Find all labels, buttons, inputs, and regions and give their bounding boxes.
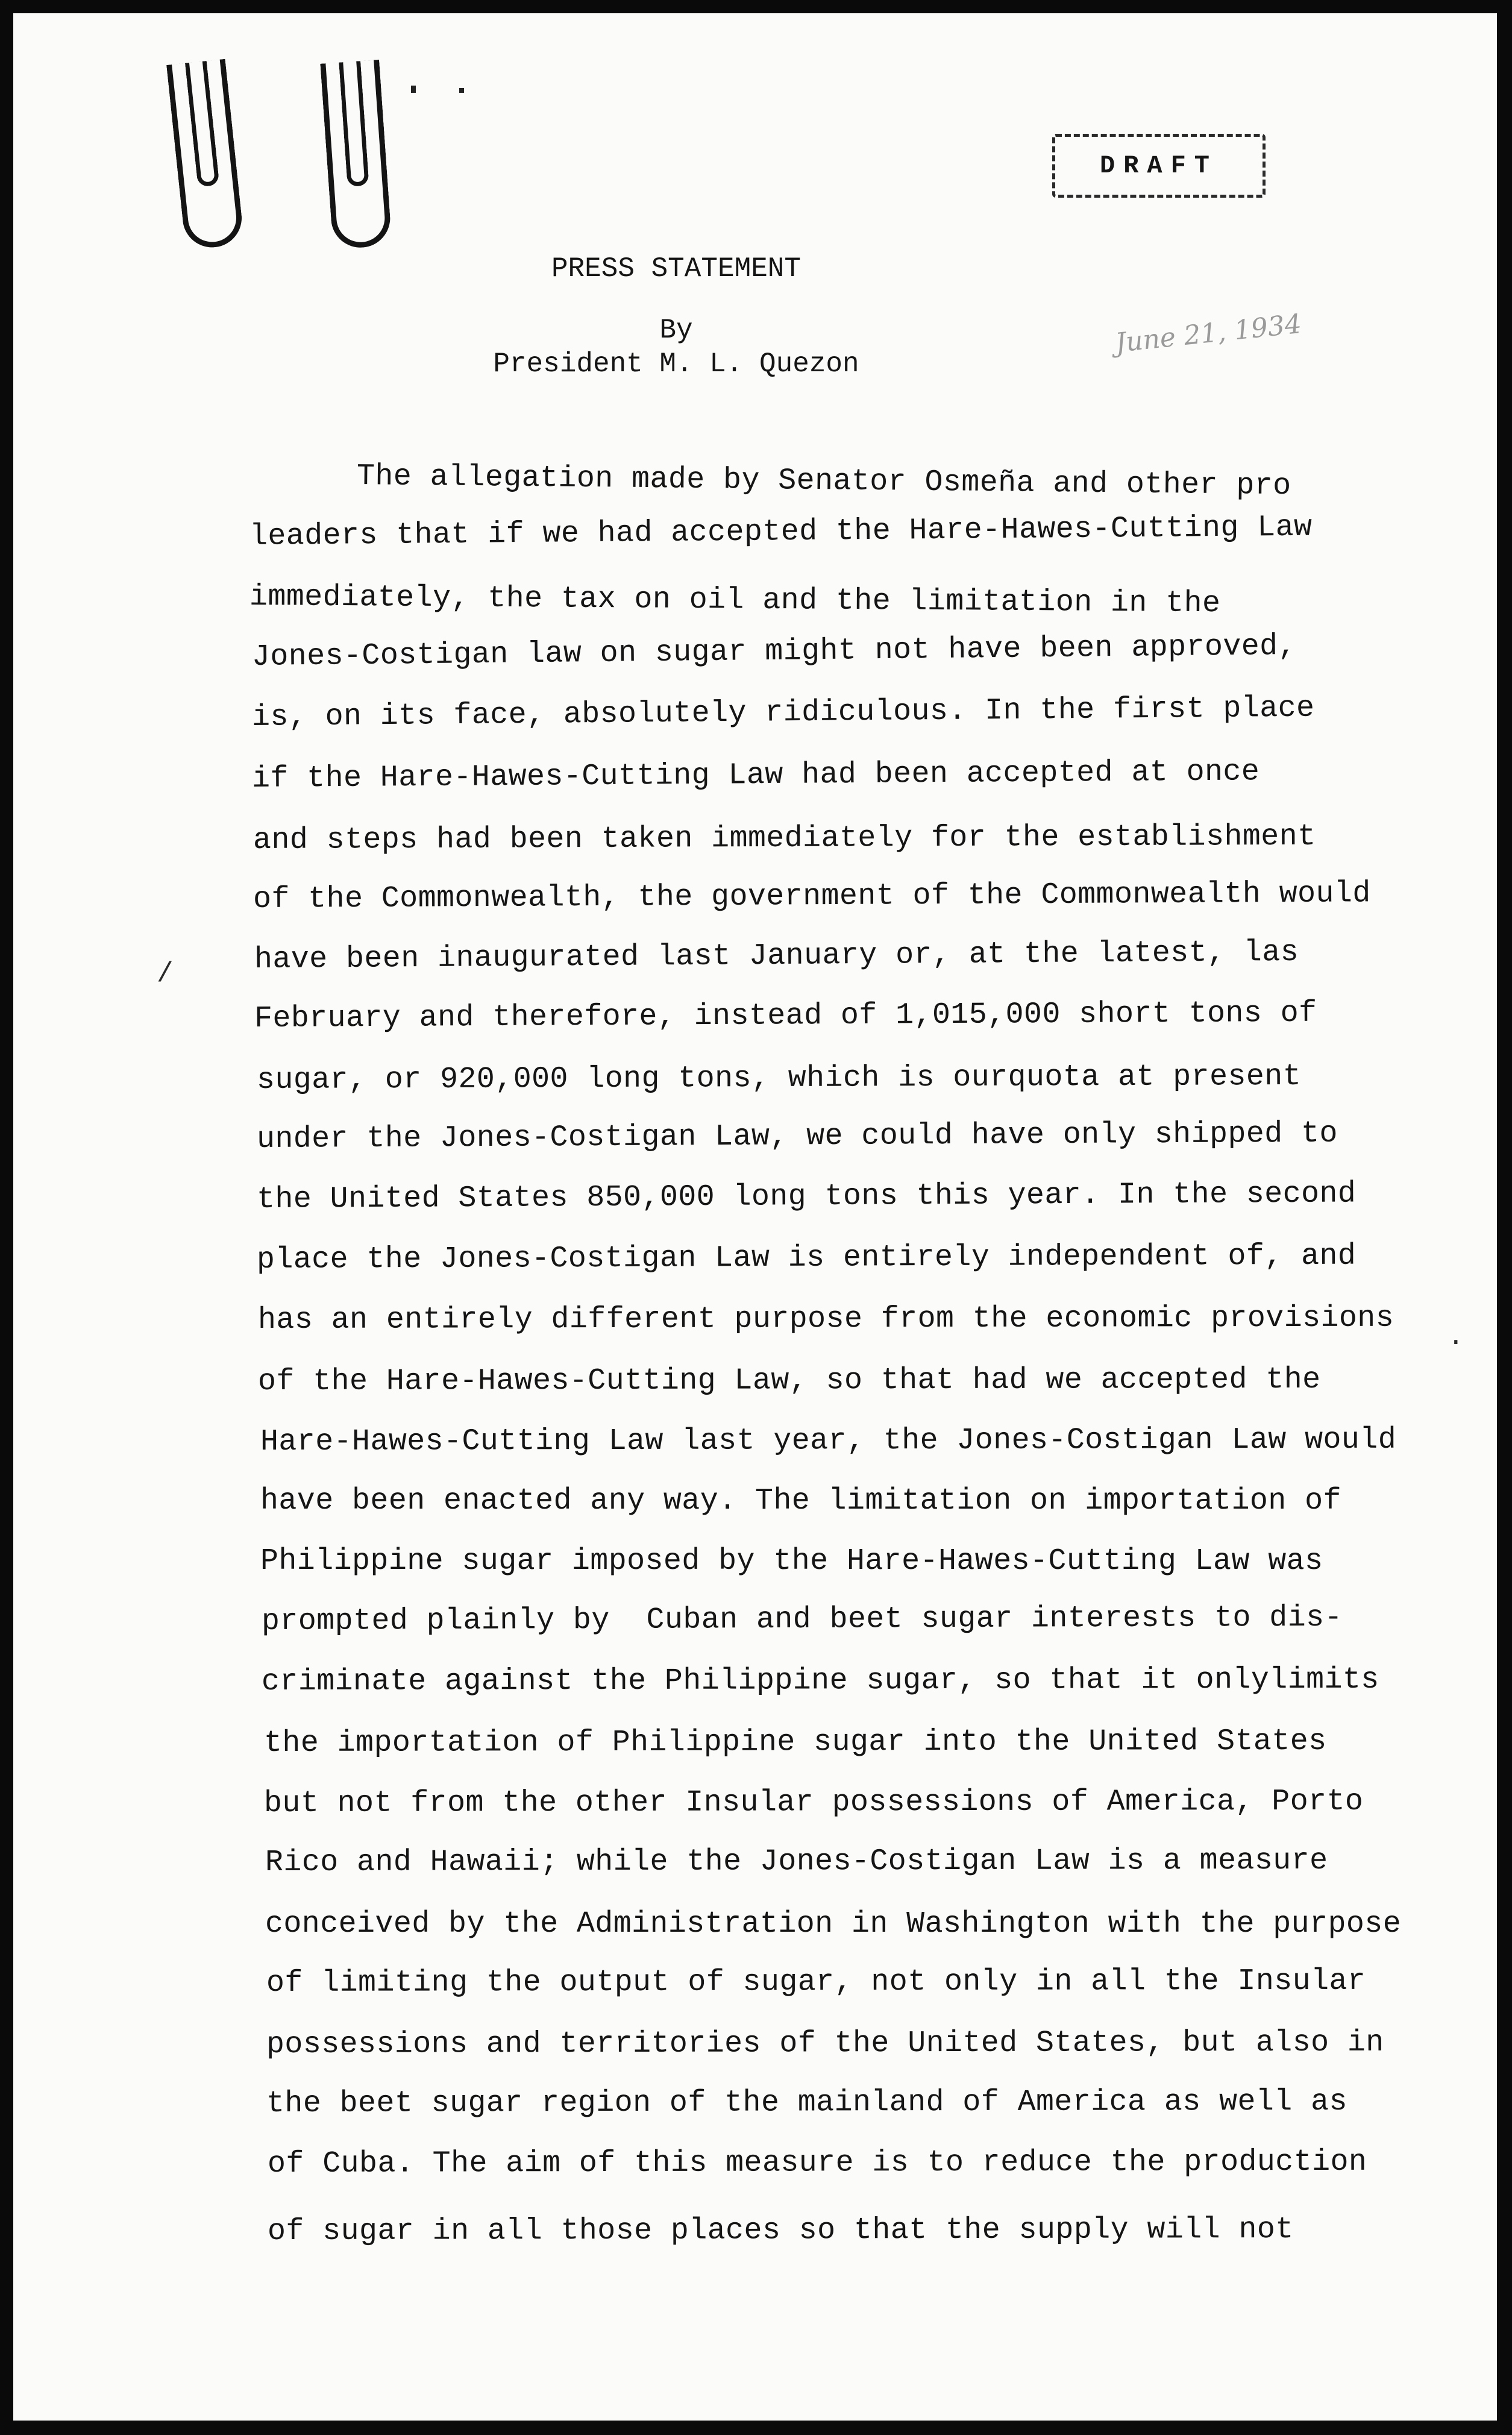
margin-mark: / bbox=[157, 958, 174, 990]
paper-clip-icon bbox=[166, 59, 245, 251]
body-line: but not from the other Insular possessions of America, Porto bbox=[263, 1784, 1364, 1821]
author-name: President M. L. Quezon bbox=[493, 348, 859, 380]
body-line: under the Jones-Costigan Law, we could have only shipped to bbox=[256, 1116, 1338, 1157]
body-line: the beet sugar region of the mainland of America as well as bbox=[266, 2084, 1347, 2121]
body-line: of the Hare-Hawes-Cutting Law, so that had we accepted the bbox=[257, 1362, 1321, 1399]
body-line: have been enacted any way. The limitation on importation of bbox=[260, 1484, 1341, 1518]
page-title: PRESS STATEMENT bbox=[551, 253, 801, 284]
body-line: is, on its face, absolutely ridiculous. In the first place bbox=[251, 691, 1315, 735]
body-line: prompted plainly by Cuban and beet sugar interests to dis- bbox=[261, 1600, 1343, 1639]
body-line: criminate against the Philippine sugar, so that it onlylimits bbox=[261, 1662, 1379, 1699]
document-page bbox=[13, 13, 1497, 2421]
draft-stamp: DRAFT bbox=[1052, 134, 1266, 198]
body-line: have been inaugurated last January or, at the latest, las bbox=[254, 935, 1299, 977]
body-line: immediately, the tax on oil and the limitation in the bbox=[249, 580, 1221, 621]
body-line: the United States 850,000 long tons this year. In the second bbox=[256, 1177, 1357, 1217]
body-line: The allegation made by Senator Osmeña and other pro bbox=[356, 459, 1291, 504]
ink-speck bbox=[411, 86, 416, 93]
body-line: of limiting the output of sugar, not only in all the Insular bbox=[266, 1964, 1366, 2000]
body-line: Philippine sugar imposed by the Hare-Hawes-Cutting Law was bbox=[260, 1544, 1323, 1579]
body-line: Hare-Hawes-Cutting Law last year, the Jones-Costigan Law would bbox=[260, 1422, 1397, 1459]
body-line: the importation of Philippine sugar into the United States bbox=[263, 1724, 1327, 1761]
body-line: of Cuba. The aim of this measure is to reduce the production bbox=[267, 2144, 1367, 2181]
body-line: if the Hare-Hawes-Cutting Law had been accepted at once bbox=[251, 755, 1260, 796]
body-line: has an entirely different purpose from the economic provisions bbox=[257, 1301, 1394, 1337]
body-line: Jones-Costigan law on sugar might not have been approved, bbox=[251, 629, 1297, 674]
body-line: place the Jones-Costigan Law is entirely independent of, and bbox=[256, 1239, 1357, 1277]
body-line: possessions and territories of the United States, but also in bbox=[266, 2025, 1384, 2062]
margin-mark: . bbox=[1448, 1321, 1464, 1353]
body-line: February and therefore, instead of 1,015,000 short tons of bbox=[254, 996, 1317, 1036]
body-line: of sugar in all those places so that the supply will not bbox=[267, 2213, 1294, 2249]
paper-clip-icon bbox=[320, 60, 392, 250]
body-line: of the Commonwealth, the government of the Commonwealth would bbox=[253, 876, 1371, 917]
body-line: and steps had been taken immediately for the establishment bbox=[253, 819, 1316, 858]
handwritten-date: June 21, 1934 bbox=[1114, 308, 1303, 359]
body-line: Rico and Hawaii; while the Jones-Costigan Law is a measure bbox=[265, 1843, 1328, 1880]
body-line: sugar, or 920,000 long tons, which is ourquota at present bbox=[256, 1059, 1302, 1098]
ink-speck bbox=[459, 88, 464, 93]
body-line: leaders that if we had accepted the Hare-Hawes-Cutting Law bbox=[249, 510, 1313, 554]
body-line: conceived by the Administration in Washington with the purpose bbox=[265, 1907, 1402, 1941]
byline-label: By bbox=[659, 315, 693, 346]
